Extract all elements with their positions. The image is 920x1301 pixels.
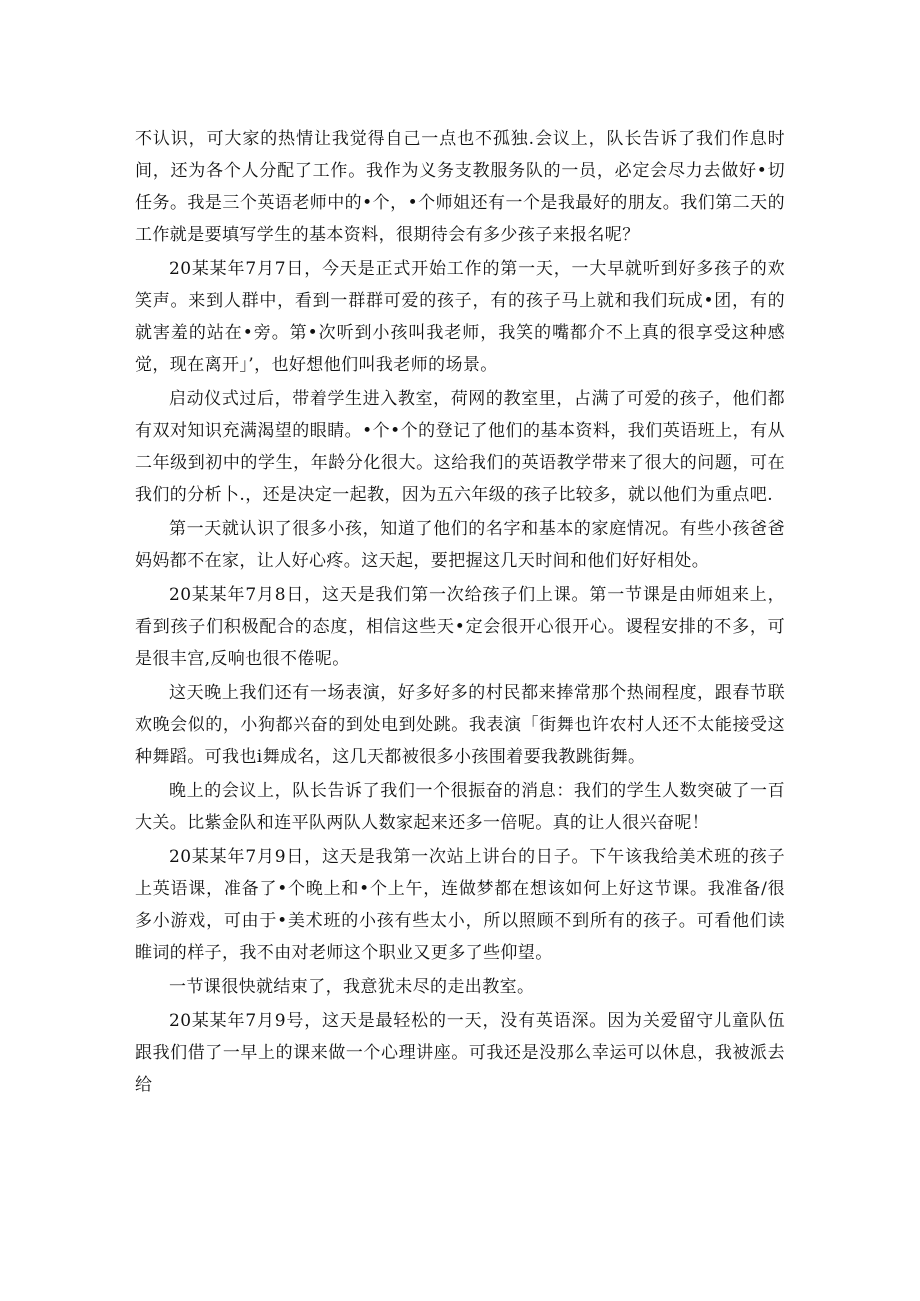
paragraph-2: 20某某年7月7日，今天是正式开始工作的第一天，一大早就听到好多孩子的欢笑声。来到人群中，看到一群群可爱的孩子，有的孩子马上就和我们玩成•团，有的就害羞的站在•旁。第•次听到小孩叫我老师，我笑的嘴都介不上真的很享受这种感觉，现在离开」’，也好想他们叫我老师的场景。 — [135, 259, 785, 375]
paragraph-9: 一节课很快就结束了，我意犹未尽的走出教室。 — [169, 977, 535, 997]
paragraph-8: 20某某年7月9日，这天是我第一次站上讲台的日子。下午该我给美术班的孩子上英语课，准备了•个晚上和•个上午，连做梦都在想该如何上好这节课。我准备/很多小游戏，可由于•美术班的小孩有些太小，所以照顾不到所有的孩子。可看他们读睢词的样子，我不由对老师这个职业又更多了些仰望。 — [135, 847, 785, 963]
paragraph-6: 这天晚上我们还有一场表演，好多好多的村民都来捧常那个热闹程度，跟春节联欢晚会似的，小狗都兴奋的到处电到处跳。我表演「街舞也许农村人还不太能接受这种舞蹈。可我也i舞成名，这几天都被很多小孩围着要我教跳街舞。 — [135, 683, 785, 767]
paragraph-5: 20某某年7月8日，这天是我们第一次给孩子们上课。第一节课是由师姐来上，看到孩子们积极配合的态度，相信这些天•定会很开心很开心。谡程安排的不多，可是很丰宫,反响也很不倦呢。 — [135, 585, 785, 669]
document-body — [135, 123, 785, 1103]
paragraph-7: 晚上的会议上，队长告诉了我们一个很振奋的消息：我们的学生人数突破了一百大关。比紫金队和连平队两队人数家起来还多一倍呢。真的让人很兴奋呢！ — [135, 781, 785, 833]
paragraph-3: 启动仪式过后，带着学生进入教室，荷网的教室里，占满了可爱的孩子，他们都有双对知识充满渴望的眼睛。•个•个的登记了他们的基本资料，我们英语班上，有从二年级到初中的学生，年龄分化很大。这给我们的英语教学带来了很大的问题，可在我们的分析卜.，还是决定一起教，因为五六年级的孩子比较多，就以他们为重点吧. — [135, 389, 785, 505]
paragraph-10: 20某某年7月9号，这天是最轻松的一天，没有英语深。因为关爱留守儿童队伍跟我们借了一早上的课来做一个心理讲座。可我还是没那么幸运可以休息，我被派去给 — [135, 1011, 785, 1095]
paragraph-4: 第一天就认识了很多小孩，知道了他们的名字和基本的家庭情况。有些小孩爸爸妈妈都不在家，让人好心疼。这天起，要把握这几天时间和他们好好相处。 — [135, 519, 785, 571]
paragraph-1: 不认识，可大家的热情让我觉得自己一点也不孤独.会议上，队长告诉了我们作息时间，还为各个人分配了工作。我作为义务支教服务队的一员，必定会尽力去做好•切任务。我是三个英语老师中的•个，•个师姐还有一个是我最好的朋友。我们第二天的工作就是要填写学生的基本资料，很期待会有多少孩子来报名呢？ — [135, 129, 785, 245]
